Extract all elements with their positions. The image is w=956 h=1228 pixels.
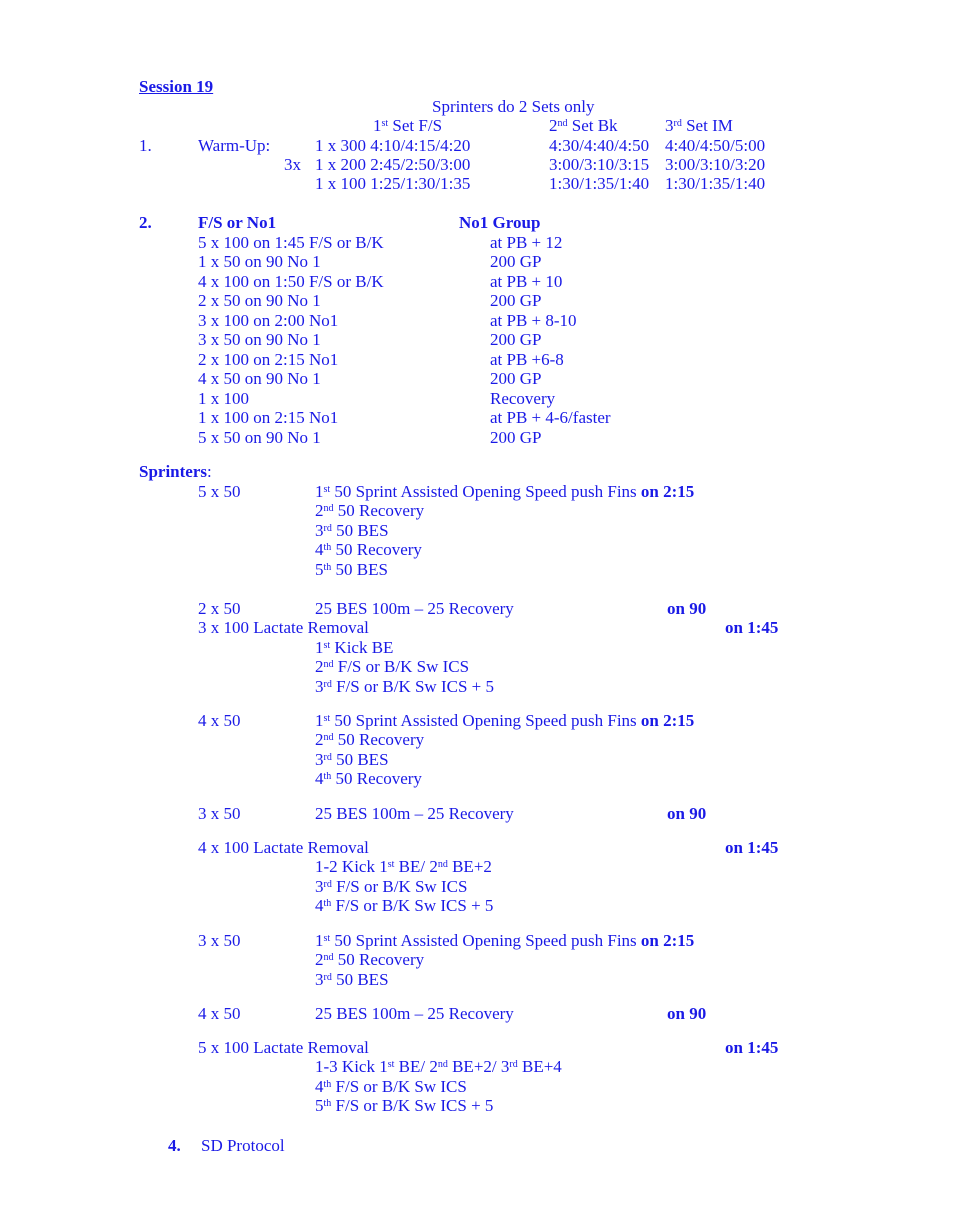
sprint-f-title: 4 x 100 Lactate Removal xyxy=(198,838,369,857)
main-row-1-left: 5 x 100 on 1:45 F/S or B/K xyxy=(198,233,384,252)
sprint-f-interval: on 1:45 xyxy=(725,838,779,857)
sprint-i-line-3: 5th F/S or B/K Sw ICS + 5 xyxy=(315,1096,494,1115)
warmup-row-2-set3: 3:00/3:10/3:20 xyxy=(665,155,766,174)
sprint-c-interval: on 1:45 xyxy=(725,618,779,637)
warmup-row-1-set1: 1 x 300 4:10/4:15/4:20 xyxy=(315,136,471,155)
sprint-h-desc: 25 BES 100m – 25 Recovery xyxy=(315,1004,514,1023)
warmup-row-2-set2: 3:00/3:10/3:15 xyxy=(549,155,650,174)
main-row-3-left: 4 x 100 on 1:50 F/S or B/K xyxy=(198,272,384,291)
main-row-10-left: 1 x 100 on 2:15 No1 xyxy=(198,408,339,427)
sprint-d-line-4: 4th 50 Recovery xyxy=(315,769,422,788)
main-row-4-right: 200 GP xyxy=(490,291,542,310)
sprint-i-line-2: 4th F/S or B/K Sw ICS xyxy=(315,1077,467,1096)
sprint-g-line-1: 1st 50 Sprint Assisted Opening Speed push Fins on 2:15 xyxy=(315,931,695,950)
warmup-row-3-set1: 1 x 100 1:25/1:30/1:35 xyxy=(315,174,471,193)
main-row-1-right: at PB + 12 xyxy=(490,233,563,252)
warmup-row-3-set3: 1:30/1:35/1:40 xyxy=(665,174,766,193)
main-row-11-right: 200 GP xyxy=(490,428,542,447)
main-row-9-left: 1 x 100 xyxy=(198,389,249,408)
sprint-h-reps: 4 x 50 xyxy=(198,1004,241,1023)
main-row-10-right: at PB + 4-6/faster xyxy=(490,408,611,427)
main-row-7-left: 2 x 100 on 2:15 No1 xyxy=(198,350,339,369)
sprint-a-line-2: 2nd 50 Recovery xyxy=(315,501,425,520)
sprint-i-title: 5 x 100 Lactate Removal xyxy=(198,1038,369,1057)
main-row-11-left: 5 x 50 on 90 No 1 xyxy=(198,428,321,447)
sprint-e-reps: 3 x 50 xyxy=(198,804,241,823)
sprint-g-line-3: 3rd 50 BES xyxy=(315,970,389,989)
main-row-7-right: at PB +6-8 xyxy=(490,350,564,369)
warmup-row-1-set2: 4:30/4:40/4:50 xyxy=(549,136,650,155)
sprint-i-interval: on 1:45 xyxy=(725,1038,779,1057)
sprint-g-reps: 3 x 50 xyxy=(198,931,241,950)
sprint-c-title: 3 x 100 Lactate Removal xyxy=(198,618,369,637)
sprint-e-interval: on 90 xyxy=(667,804,707,823)
warmup-multiplier: 3x xyxy=(284,155,301,174)
sprint-f-line-2: 3rd F/S or B/K Sw ICS xyxy=(315,877,468,896)
sprint-a-line-4: 4th 50 Recovery xyxy=(315,540,422,559)
sprint-g-line-2: 2nd 50 Recovery xyxy=(315,950,425,969)
sprint-a-reps: 5 x 50 xyxy=(198,482,241,501)
sprint-a-line-1: 1st 50 Sprint Assisted Opening Speed push Fins on 2:15 xyxy=(315,482,695,501)
sprint-d-line-3: 3rd 50 BES xyxy=(315,750,389,769)
main-row-8-left: 4 x 50 on 90 No 1 xyxy=(198,369,321,388)
sprint-d-reps: 4 x 50 xyxy=(198,711,241,730)
main-set-number: 2. xyxy=(139,213,152,232)
main-row-8-right: 200 GP xyxy=(490,369,542,388)
sprinters-heading: Sprinters: xyxy=(139,462,212,481)
warmup-row-3-set2: 1:30/1:35/1:40 xyxy=(549,174,650,193)
main-row-5-left: 3 x 100 on 2:00 No1 xyxy=(198,311,339,330)
sprint-c-line-3: 3rd F/S or B/K Sw ICS + 5 xyxy=(315,677,494,696)
sprint-d-line-1: 1st 50 Sprint Assisted Opening Speed push Fins on 2:15 xyxy=(315,711,695,730)
warmup-row-2-set1: 1 x 200 2:45/2:50/3:00 xyxy=(315,155,471,174)
sprint-c-line-2: 2nd F/S or B/K Sw ICS xyxy=(315,657,470,676)
sprint-c-line-1: 1st Kick BE xyxy=(315,638,394,657)
sprint-a-line-5: 5th 50 BES xyxy=(315,560,388,579)
sprint-i-line-1: 1-3 Kick 1st BE/ 2nd BE+2/ 3rd BE+4 xyxy=(315,1057,562,1076)
warmup-row-1-set3: 4:40/4:50/5:00 xyxy=(665,136,766,155)
main-row-6-left: 3 x 50 on 90 No 1 xyxy=(198,330,321,349)
sd-protocol-text: SD Protocol xyxy=(201,1136,285,1155)
session-title: Session 19 xyxy=(139,77,214,96)
sprint-a-line-3: 3rd 50 BES xyxy=(315,521,389,540)
main-row-4-left: 2 x 50 on 90 No 1 xyxy=(198,291,321,310)
sprinters-note: Sprinters do 2 Sets only xyxy=(432,97,595,116)
warmup-set1-header: 1st Set F/S xyxy=(373,116,443,135)
sprint-f-line-1: 1-2 Kick 1st BE/ 2nd BE+2 xyxy=(315,857,492,876)
sprint-e-desc: 25 BES 100m – 25 Recovery xyxy=(315,804,514,823)
main-row-2-right: 200 GP xyxy=(490,252,542,271)
sprint-b-reps: 2 x 50 xyxy=(198,599,241,618)
sprint-d-line-2: 2nd 50 Recovery xyxy=(315,730,425,749)
warmup-set3-header: 3rd Set IM xyxy=(665,116,733,135)
main-row-9-right: Recovery xyxy=(490,389,556,408)
warmup-label: Warm-Up: xyxy=(198,136,271,155)
sprint-b-interval: on 90 xyxy=(667,599,707,618)
main-set-left-header: F/S or No1 xyxy=(198,213,277,232)
main-row-2-left: 1 x 50 on 90 No 1 xyxy=(198,252,321,271)
main-row-5-right: at PB + 8-10 xyxy=(490,311,577,330)
warmup-set2-header: 2nd Set Bk xyxy=(549,116,618,135)
warmup-number: 1. xyxy=(139,136,152,155)
sprint-f-line-3: 4th F/S or B/K Sw ICS + 5 xyxy=(315,896,494,915)
main-set-right-header: No1 Group xyxy=(459,213,541,232)
main-row-3-right: at PB + 10 xyxy=(490,272,563,291)
sprint-b-desc: 25 BES 100m – 25 Recovery xyxy=(315,599,514,618)
sd-protocol-number: 4. xyxy=(168,1136,181,1155)
sprint-h-interval: on 90 xyxy=(667,1004,707,1023)
main-row-6-right: 200 GP xyxy=(490,330,542,349)
